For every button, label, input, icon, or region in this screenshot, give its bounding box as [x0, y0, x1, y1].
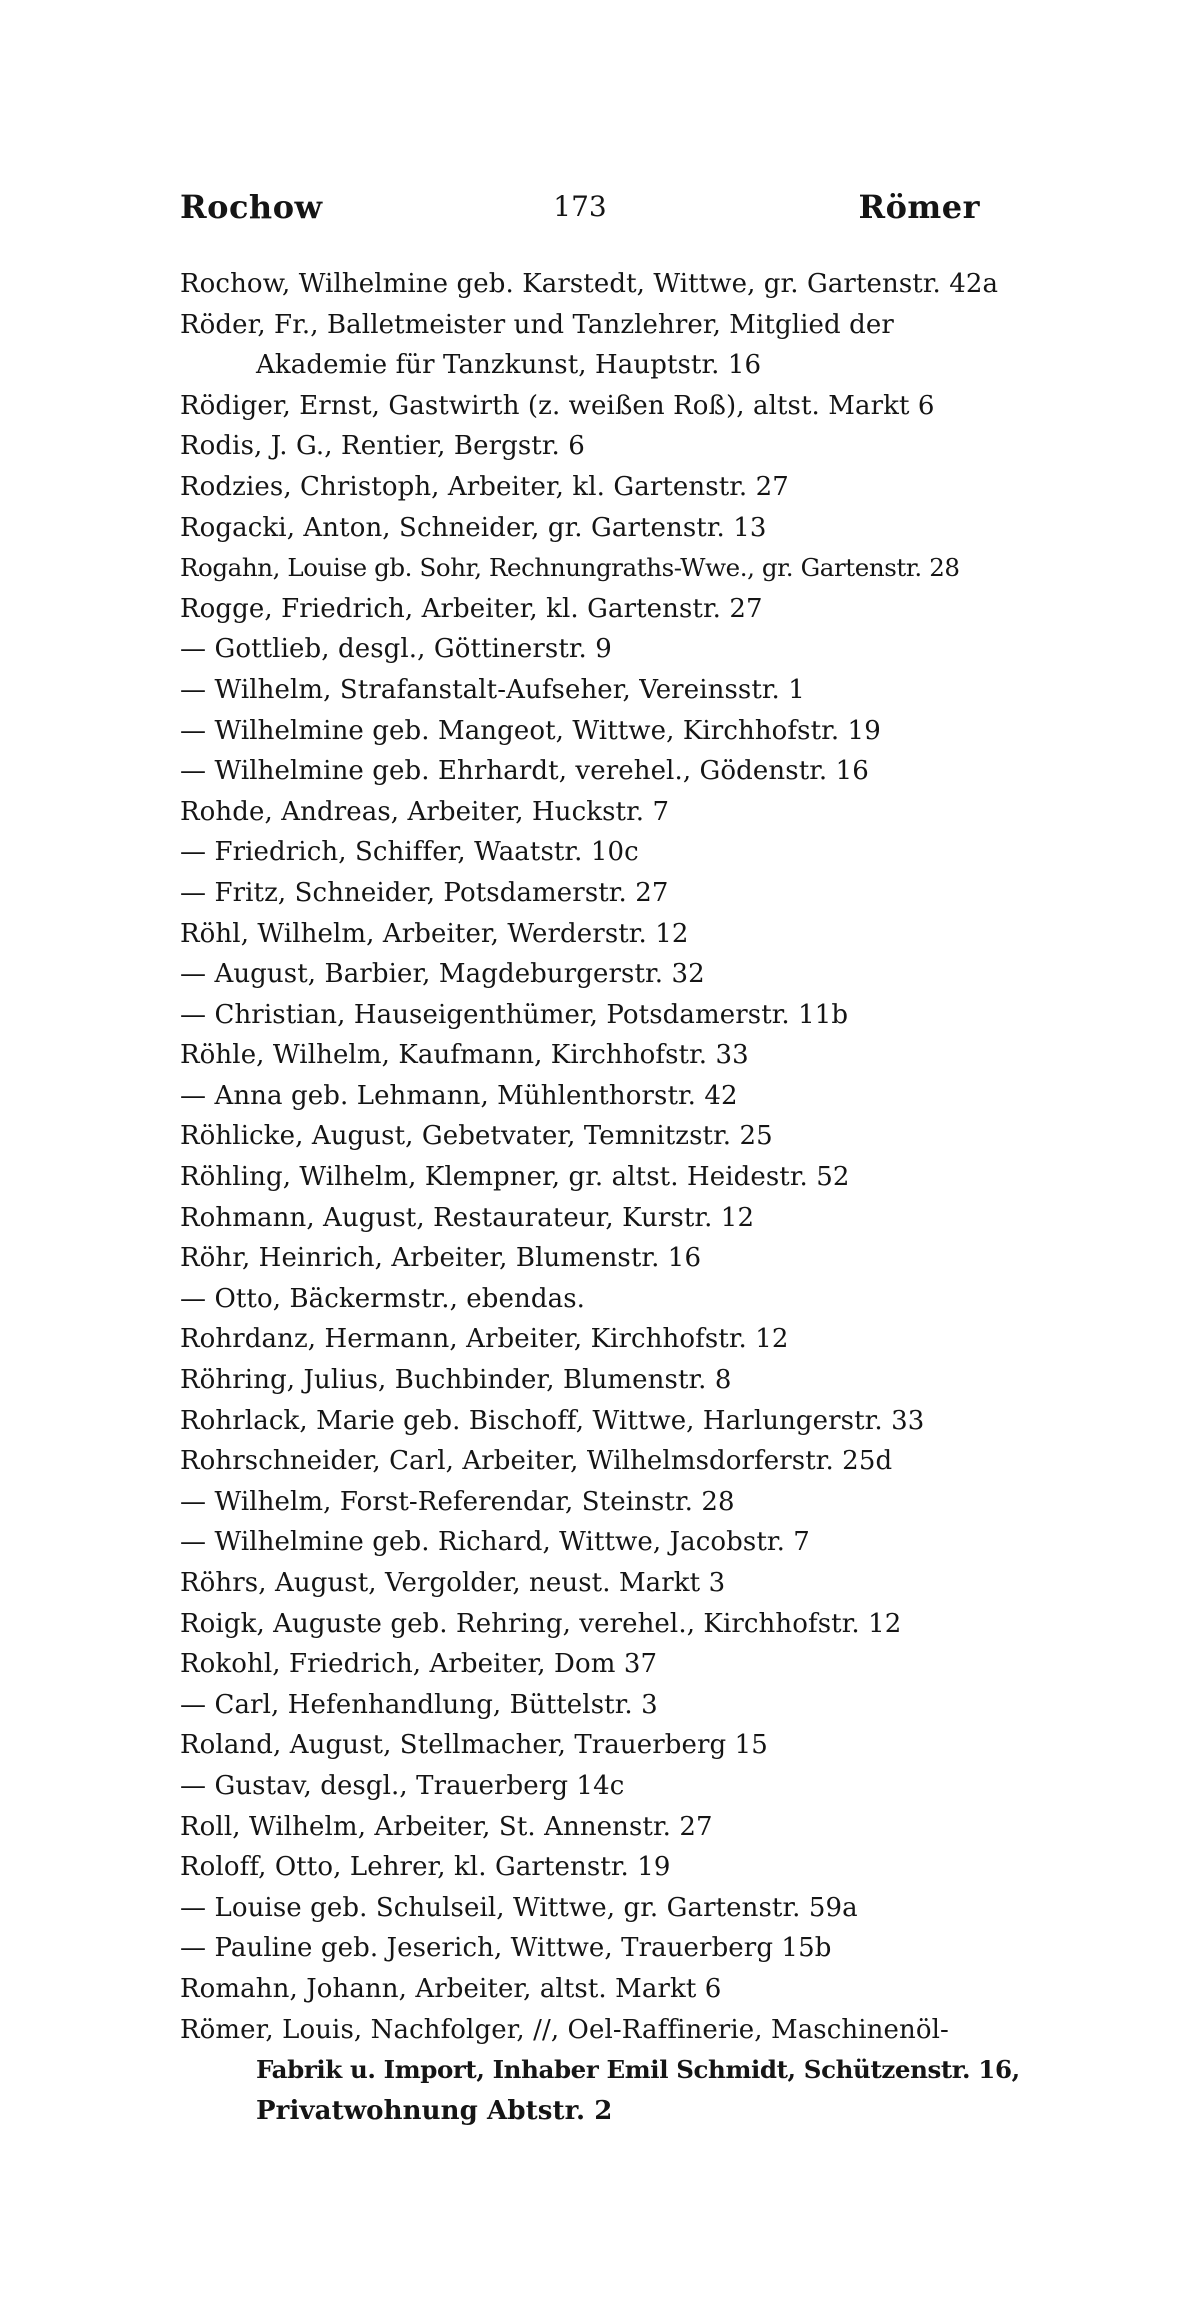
- directory-entry: — Wilhelmine geb. Mangeot, Wittwe, Kirchhofstr. 19: [180, 715, 881, 746]
- directory-entry: Röder, Fr., Balletmeister und Tanzlehrer, Mitglied der: [180, 309, 894, 340]
- directory-entry: Rohrlack, Marie geb. Bischoff, Wittwe, Harlungerstr. 33: [180, 1405, 925, 1436]
- directory-entry: — Wilhelm, Strafanstalt-Aufseher, Vereinsstr. 1: [180, 674, 805, 705]
- running-head-right: Römer: [858, 188, 980, 226]
- directory-entry: — Fritz, Schneider, Potsdamerstr. 27: [180, 877, 669, 908]
- directory-entry: — Otto, Bäckermstr., ebendas.: [180, 1283, 586, 1314]
- directory-entry: Römer, Louis, Nachfolger, //, Oel-Raffinerie, Maschinenöl-: [180, 2014, 949, 2045]
- directory-entry-continuation: Privatwohnung Abtstr. 2: [256, 2095, 613, 2126]
- directory-entry: Roigk, Auguste geb. Rehring, verehel., Kirchhofstr. 12: [180, 1608, 902, 1639]
- directory-entry: — Anna geb. Lehmann, Mühlenthorstr. 42: [180, 1080, 738, 1111]
- directory-entry: Röhling, Wilhelm, Klempner, gr. altst. Heidestr. 52: [180, 1162, 850, 1193]
- directory-entry: Rokohl, Friedrich, Arbeiter, Dom 37: [180, 1649, 658, 1680]
- directory-entry: Roll, Wilhelm, Arbeiter, St. Annenstr. 27: [180, 1811, 713, 1842]
- directory-entry: — Wilhelm, Forst-Referendar, Steinstr. 28: [180, 1486, 735, 1517]
- directory-entry: Rodzies, Christoph, Arbeiter, kl. Gartenstr. 27: [180, 471, 789, 502]
- directory-entry: Rodis, J. G., Rentier, Bergstr. 6: [180, 431, 585, 462]
- directory-entry: Rohrschneider, Carl, Arbeiter, Wilhelmsdorferstr. 25d: [180, 1446, 893, 1477]
- directory-entry: Rohmann, August, Restaurateur, Kurstr. 12: [180, 1202, 755, 1233]
- page-header: [180, 188, 980, 238]
- directory-entry: Röhrs, August, Vergolder, neust. Markt 3: [180, 1568, 726, 1598]
- directory-entry: — Gustav, desgl., Trauerberg 14c: [180, 1770, 625, 1801]
- directory-entry: — Louise geb. Schulseil, Wittwe, gr. Gartenstr. 59a: [180, 1892, 858, 1923]
- directory-entry: — Pauline geb. Jeserich, Wittwe, Trauerberg 15b: [180, 1933, 832, 1964]
- directory-entry: — Christian, Hauseigenthümer, Potsdamerstr. 11b: [180, 999, 849, 1030]
- directory-entry: Rogge, Friedrich, Arbeiter, kl. Gartenstr. 27: [180, 593, 763, 624]
- directory-entry: — August, Barbier, Magdeburgerstr. 32: [180, 959, 705, 990]
- directory-entry: — Wilhelmine geb. Richard, Wittwe, Jacobstr. 7: [180, 1527, 810, 1558]
- directory-entry: — Wilhelmine geb. Ehrhardt, verehel., Gödenstr. 16: [180, 756, 869, 787]
- directory-entry: Röhring, Julius, Buchbinder, Blumenstr. 8: [180, 1365, 732, 1396]
- directory-entry: Röhle, Wilhelm, Kaufmann, Kirchhofstr. 33: [180, 1040, 749, 1071]
- directory-entry: Röhr, Heinrich, Arbeiter, Blumenstr. 16: [180, 1243, 702, 1274]
- directory-entry: Rohde, Andreas, Arbeiter, Huckstr. 7: [180, 796, 670, 827]
- directory-entry: Rogacki, Anton, Schneider, gr. Gartenstr. 13: [180, 512, 767, 543]
- directory-entry: Roland, August, Stellmacher, Trauerberg 15: [180, 1730, 768, 1761]
- directory-entry: Rödiger, Ernst, Gastwirth (z. weißen Roß), altst. Markt 6: [180, 390, 935, 421]
- directory-entry: Romahn, Johann, Arbeiter, altst. Markt 6: [180, 1973, 722, 2004]
- directory-entry-continuation: Fabrik u. Import, Inhaber Emil Schmidt, Schützenstr. 16,: [256, 2055, 1020, 2085]
- directory-entry: — Gottlieb, desgl., Göttinerstr. 9: [180, 634, 612, 665]
- page-number: 173: [553, 190, 607, 223]
- directory-entry: — Friedrich, Schiffer, Waatstr. 10c: [180, 837, 639, 868]
- directory-entry-continuation: Akademie für Tanzkunst, Hauptstr. 16: [256, 350, 762, 381]
- directory-entry: Rogahn, Louise gb. Sohr, Rechnungraths-Wwe., gr. Gartenstr. 28: [180, 553, 960, 583]
- running-head-left: Rochow: [180, 188, 323, 226]
- directory-entry: Roloff, Otto, Lehrer, kl. Gartenstr. 19: [180, 1852, 671, 1883]
- directory-entry: Rochow, Wilhelmine geb. Karstedt, Wittwe, gr. Gartenstr. 42a: [180, 269, 999, 299]
- directory-entry: Röhlicke, August, Gebetvater, Temnitzstr. 25: [180, 1121, 773, 1152]
- directory-entry: Röhl, Wilhelm, Arbeiter, Werderstr. 12: [180, 918, 689, 949]
- directory-entries: [180, 264, 1020, 2131]
- directory-entry: — Carl, Hefenhandlung, Büttelstr. 3: [180, 1689, 658, 1720]
- directory-entry: Rohrdanz, Hermann, Arbeiter, Kirchhofstr. 12: [180, 1324, 789, 1355]
